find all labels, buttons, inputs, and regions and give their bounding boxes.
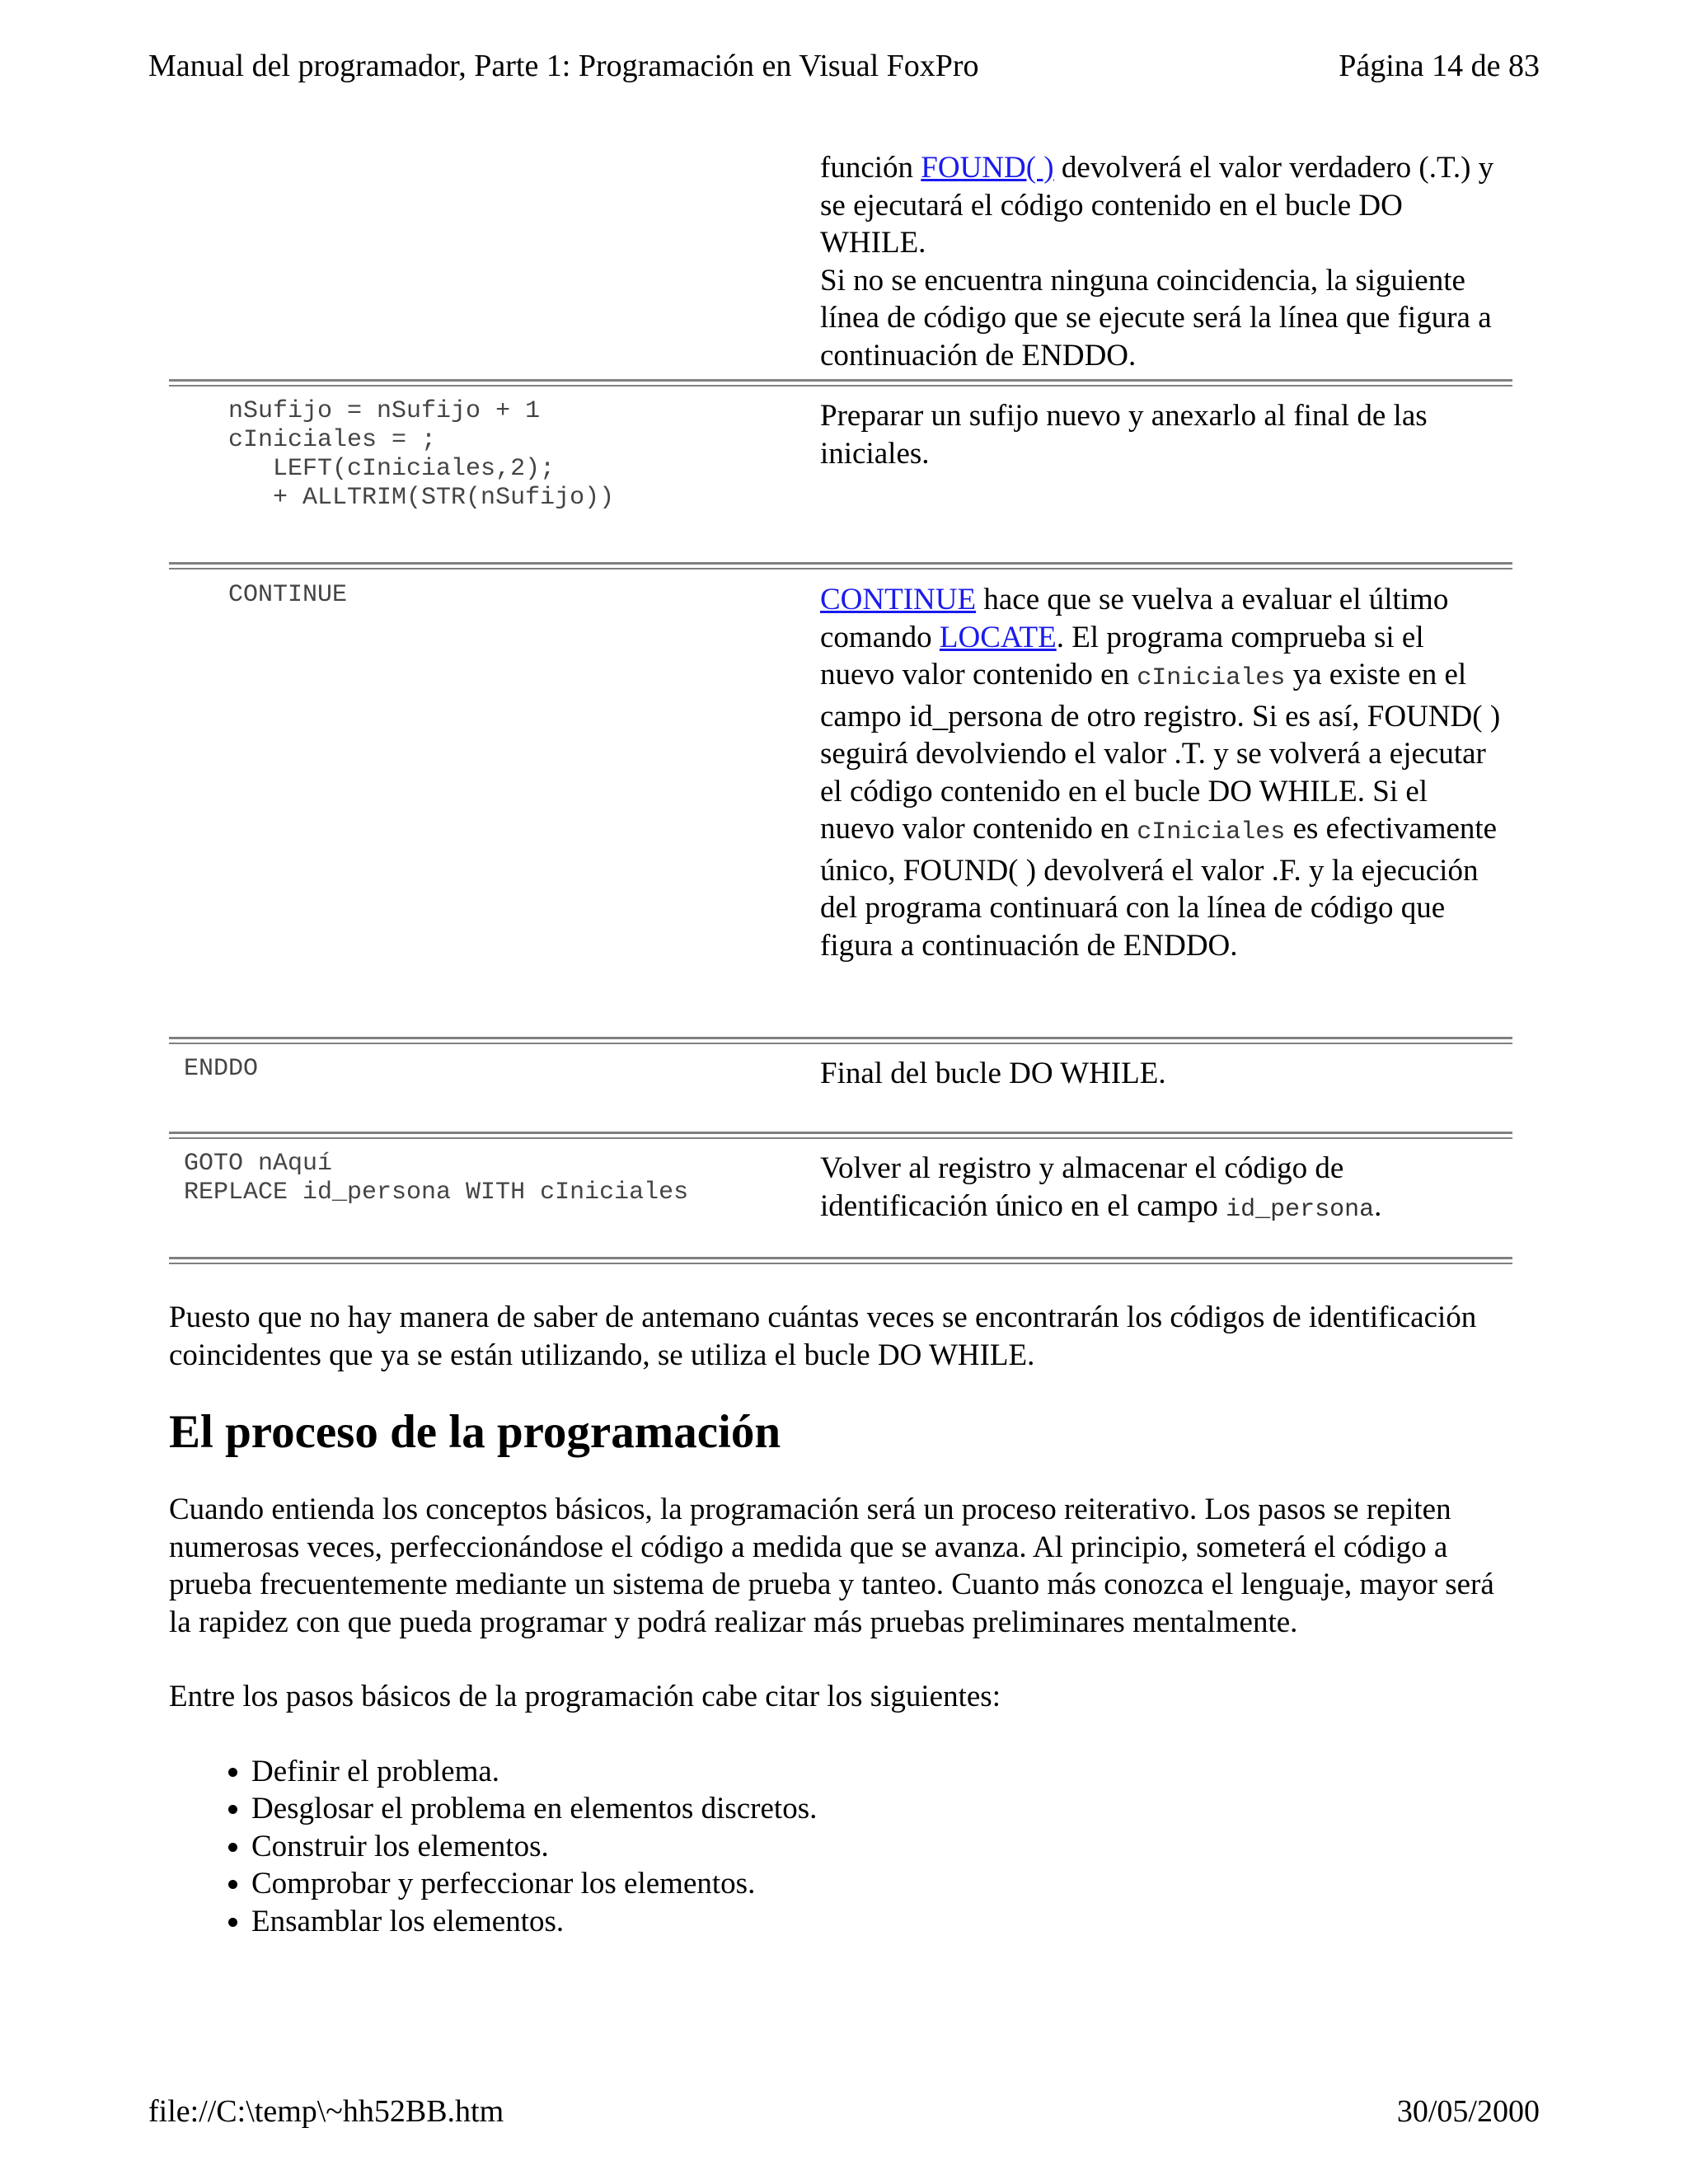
description-cell (820, 148, 1504, 379)
description-text: devolverá el valor verdadero (.T.) y se ejecutará el código contenido en el bucle DO WHILE. (820, 151, 1494, 260)
row-divider (169, 562, 1512, 569)
list-item: • Ensamblar los elementos. (251, 1903, 1512, 1941)
description-text: Volver al registro y almacenar el código de identificación único en el campo (820, 1151, 1344, 1223)
page-footer (148, 2093, 1540, 2143)
header-title: Manual del programador, Parte 1: Programación en Visual FoxPro (148, 49, 979, 83)
code-cell (169, 148, 820, 379)
footer-date: 30/05/2000 (1396, 2094, 1540, 2129)
description-text: hace que se vuelva a evaluar el último comando (820, 583, 1449, 654)
table-row (169, 1139, 1512, 1257)
row-divider (169, 379, 1512, 387)
description-cell (820, 1139, 1504, 1257)
continue-link[interactable]: CONTINUE (820, 583, 977, 616)
row-divider (169, 1132, 1512, 1139)
table-row (169, 387, 1512, 562)
list-item: • Comprobar y perfeccionar los elementos. (251, 1865, 1512, 1903)
code-cell: CONTINUE (169, 581, 348, 609)
description-cell: Preparar un sufijo nuevo y anexarlo al final de las iniciales. (820, 399, 1428, 471)
page-header (148, 48, 1540, 97)
page-content (169, 148, 1512, 1940)
table-row (169, 569, 1512, 1037)
inline-code: cIniciales (1137, 818, 1286, 846)
row-divider (169, 1037, 1512, 1044)
code-cell: nSufijo = nSufijo + 1 cIniciales = ; LEFT(cIniciales,2); + ALLTRIM(STR(nSufijo)) (228, 397, 615, 512)
table-bottom-border (169, 1257, 1512, 1264)
description-text: es efectivamente único, FOUND( ) devolverá el valor .F. y la ejecución del programa continuará con la línea de código que figura a continuación de ENDDO. (820, 812, 1498, 963)
steps-list (169, 1753, 1512, 1941)
code-table (169, 148, 1512, 1264)
table-row (169, 1044, 1512, 1132)
body-paragraph: Puesto que no hay manera de saber de antemano cuántas veces se encontrarán los códigos de identificación coincidentes que ya se están utilizando, se utiliza el bucle DO WHILE. (169, 1301, 1477, 1372)
list-item: • Definir el problema. (251, 1753, 1512, 1791)
header-page-number: Página 14 de 83 (1339, 49, 1540, 83)
list-item: • Desglosar el problema en elementos discretos. (251, 1790, 1512, 1828)
description-text: . El programa comprueba si el nuevo valor contenido en (820, 620, 1424, 691)
description-text: . (1374, 1188, 1382, 1223)
footer-file-path: file://C:\temp\~hh52BB.htm (148, 2094, 504, 2129)
locate-link[interactable]: LOCATE (939, 620, 1057, 654)
description-text: Si no se encuentra ninguna coincidencia, la siguiente línea de código que se ejecute será la línea que figura a continuación de ENDDO. (820, 263, 1492, 373)
section-heading: El proceso de la programación (169, 1406, 781, 1458)
inline-code: cIniciales (1137, 664, 1286, 692)
description-cell: Final del bucle DO WHILE. (820, 1057, 1166, 1090)
list-item: • Construir los elementos. (251, 1828, 1512, 1866)
inline-code: id_persona (1226, 1195, 1375, 1224)
table-row (169, 148, 1512, 379)
code-cell: ENDDO (184, 1055, 259, 1083)
code-cell: GOTO nAquí REPLACE id_persona WITH cIniciales (184, 1150, 689, 1207)
body-paragraph: Cuando entienda los conceptos básicos, la programación será un proceso reiterativo. Los pasos se repiten numerosas veces, perfeccionándose el código a medida que se avanza. Al principio, someterá el código a prueba frecuentemente mediante un sistema de prueba y tanteo. Cuanto más conozca el lenguaje, mayor será la rapidez con que pueda programar y podrá realizar más pruebas preliminares mentalmente. (169, 1493, 1494, 1639)
found-link[interactable]: FOUND( ) (921, 151, 1054, 185)
description-text: ya existe en el campo id_persona de otro registro. Si es así, FOUND( ) seguirá devolviendo el valor .T. y se volverá a ejecutar el código contenido en el bucle DO WHILE. Si el nuevo valor contenido en (820, 658, 1501, 846)
description-cell (820, 569, 1504, 1037)
body-paragraph: Entre los pasos básicos de la programación cabe citar los siguientes: (169, 1680, 1001, 1713)
description-text: función (820, 151, 921, 185)
